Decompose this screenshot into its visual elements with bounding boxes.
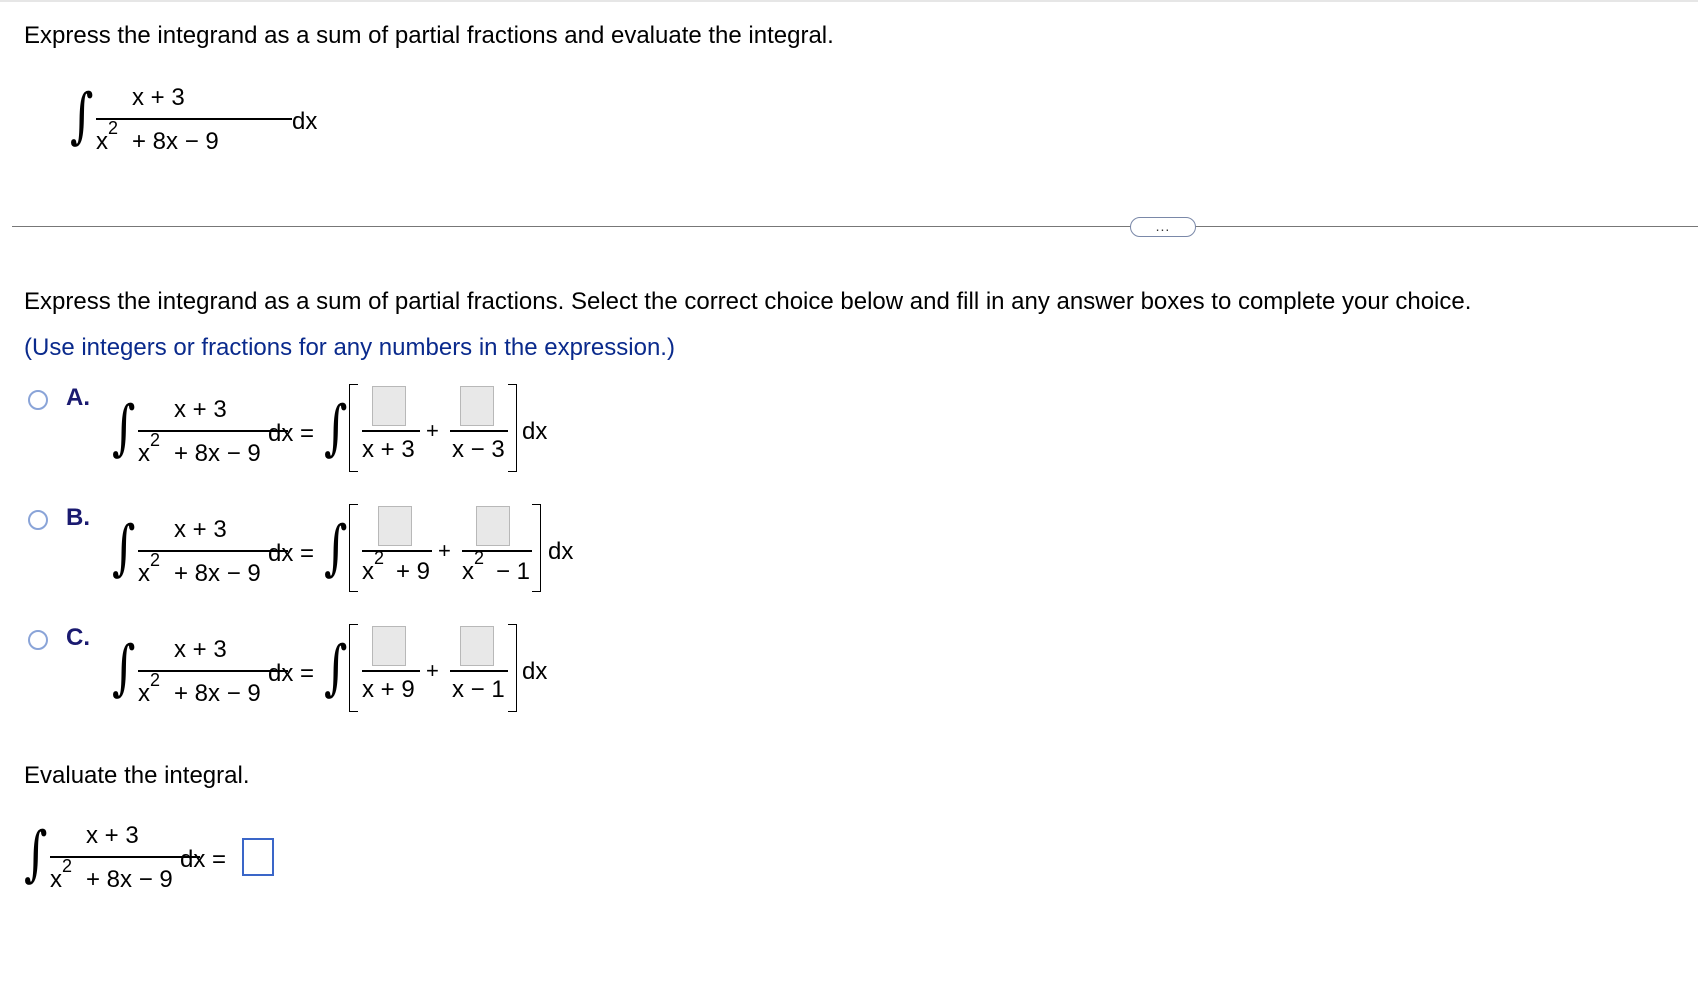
- right-bracket: [532, 504, 541, 592]
- problem-integral: [70, 80, 318, 180]
- choice-c-expression: [112, 632, 572, 732]
- left-bracket: [349, 624, 358, 712]
- fraction-bar: [462, 550, 532, 552]
- fraction-bar: [50, 856, 200, 858]
- left-bracket: [349, 384, 358, 472]
- denominator-rest: + 8x − 9: [174, 680, 261, 707]
- choice-a-expression: [112, 392, 572, 492]
- denominator-x: x: [138, 560, 150, 587]
- choice-a-radio[interactable]: [28, 390, 48, 410]
- plus-sign: +: [426, 658, 439, 683]
- fraction-bar: [96, 118, 292, 120]
- more-options-button[interactable]: ...: [1130, 217, 1196, 237]
- denominator-x: x: [138, 680, 150, 707]
- dx-equals: dx =: [180, 846, 227, 873]
- section-divider: [12, 226, 1698, 227]
- denominator-rest: + 8x − 9: [174, 560, 261, 587]
- dx-label: dx: [522, 418, 548, 445]
- denominator-exponent: 2: [150, 550, 161, 570]
- choice-c-letter: C.: [66, 624, 90, 651]
- integral-sign-icon: ∫: [112, 513, 136, 583]
- choice-c-numerator-2-input[interactable]: [460, 626, 494, 666]
- part1-hint: (Use integers or fractions for any numbers in the expression.): [24, 334, 675, 361]
- fraction-bar: [138, 670, 288, 672]
- right-bracket: [508, 624, 517, 712]
- denominator-x: x: [96, 128, 108, 155]
- integrand-numerator: x + 3: [174, 396, 227, 423]
- part2-prompt: Evaluate the integral.: [24, 762, 250, 789]
- integral-sign-icon: ∫: [324, 633, 348, 703]
- integral-sign-icon: ∫: [112, 633, 136, 703]
- choice-b-denominator-2-base: x: [462, 558, 474, 585]
- fraction-bar: [450, 670, 508, 672]
- choice-a-denominator-2: x − 3: [452, 436, 505, 463]
- integrand-numerator: x + 3: [132, 84, 185, 111]
- choice-a-numerator-2-input[interactable]: [460, 386, 494, 426]
- part1-prompt: Express the integrand as a sum of partial fractions. Select the correct choice below and fill in any answer boxes to complete your choice.: [24, 288, 1472, 315]
- choice-b-denominator-1-base: x: [362, 558, 374, 585]
- integral-sign-icon: ∫: [24, 819, 48, 889]
- right-bracket: [508, 384, 517, 472]
- denominator-exponent: 2: [62, 856, 73, 876]
- plus-sign: +: [426, 418, 439, 443]
- fraction-bar: [362, 670, 420, 672]
- dx-label: dx: [548, 538, 574, 565]
- plus-sign: +: [438, 538, 451, 563]
- integral-sign-icon: ∫: [324, 513, 348, 583]
- integral-sign-icon: ∫: [70, 81, 94, 151]
- denominator-exponent: 2: [150, 670, 161, 690]
- choice-c-denominator-2: x − 1: [452, 676, 505, 703]
- choice-b-denominator-2-rest: − 1: [496, 558, 531, 585]
- choice-b-letter: B.: [66, 504, 90, 531]
- integrand-numerator: x + 3: [86, 822, 139, 849]
- denominator-rest: + 8x − 9: [132, 128, 219, 155]
- choice-b-numerator-2-input[interactable]: [476, 506, 510, 546]
- choice-c-numerator-1-input[interactable]: [372, 626, 406, 666]
- integral-sign-icon: ∫: [324, 393, 348, 463]
- fraction-bar: [450, 430, 508, 432]
- integrand-numerator: x + 3: [174, 516, 227, 543]
- integral-answer-input[interactable]: [242, 838, 274, 876]
- choice-b-denominator-1-rest: + 9: [396, 558, 431, 585]
- fraction-bar: [138, 430, 288, 432]
- choice-c-denominator-1: x + 9: [362, 676, 415, 703]
- dx-label: dx: [522, 658, 548, 685]
- top-border: [0, 0, 1698, 2]
- denominator-x: x: [138, 440, 150, 467]
- dx-equals: dx =: [268, 660, 315, 687]
- choice-b-radio[interactable]: [28, 510, 48, 530]
- dx-label: dx: [292, 108, 318, 135]
- dx-equals: dx =: [268, 540, 315, 567]
- choice-b-numerator-1-input[interactable]: [378, 506, 412, 546]
- evaluate-integral: [24, 818, 284, 918]
- fraction-bar: [362, 430, 420, 432]
- denominator-exponent: 2: [150, 430, 161, 450]
- left-bracket: [349, 504, 358, 592]
- denominator-rest: + 8x − 9: [86, 866, 173, 893]
- integrand-numerator: x + 3: [174, 636, 227, 663]
- integral-sign-icon: ∫: [112, 393, 136, 463]
- denominator-x: x: [50, 866, 62, 893]
- choice-b-denominator-1-exponent: 2: [374, 548, 385, 568]
- denominator-exponent: 2: [108, 118, 119, 138]
- choice-a-numerator-1-input[interactable]: [372, 386, 406, 426]
- denominator-rest: + 8x − 9: [174, 440, 261, 467]
- choice-a-denominator-1: x + 3: [362, 436, 415, 463]
- dx-equals: dx =: [268, 420, 315, 447]
- choice-a-letter: A.: [66, 384, 90, 411]
- fraction-bar: [362, 550, 432, 552]
- choice-b-denominator-2-exponent: 2: [474, 548, 485, 568]
- choice-c-radio[interactable]: [28, 630, 48, 650]
- problem-instruction: Express the integrand as a sum of partial fractions and evaluate the integral.: [24, 22, 834, 49]
- choice-b-expression: [112, 512, 612, 612]
- fraction-bar: [138, 550, 288, 552]
